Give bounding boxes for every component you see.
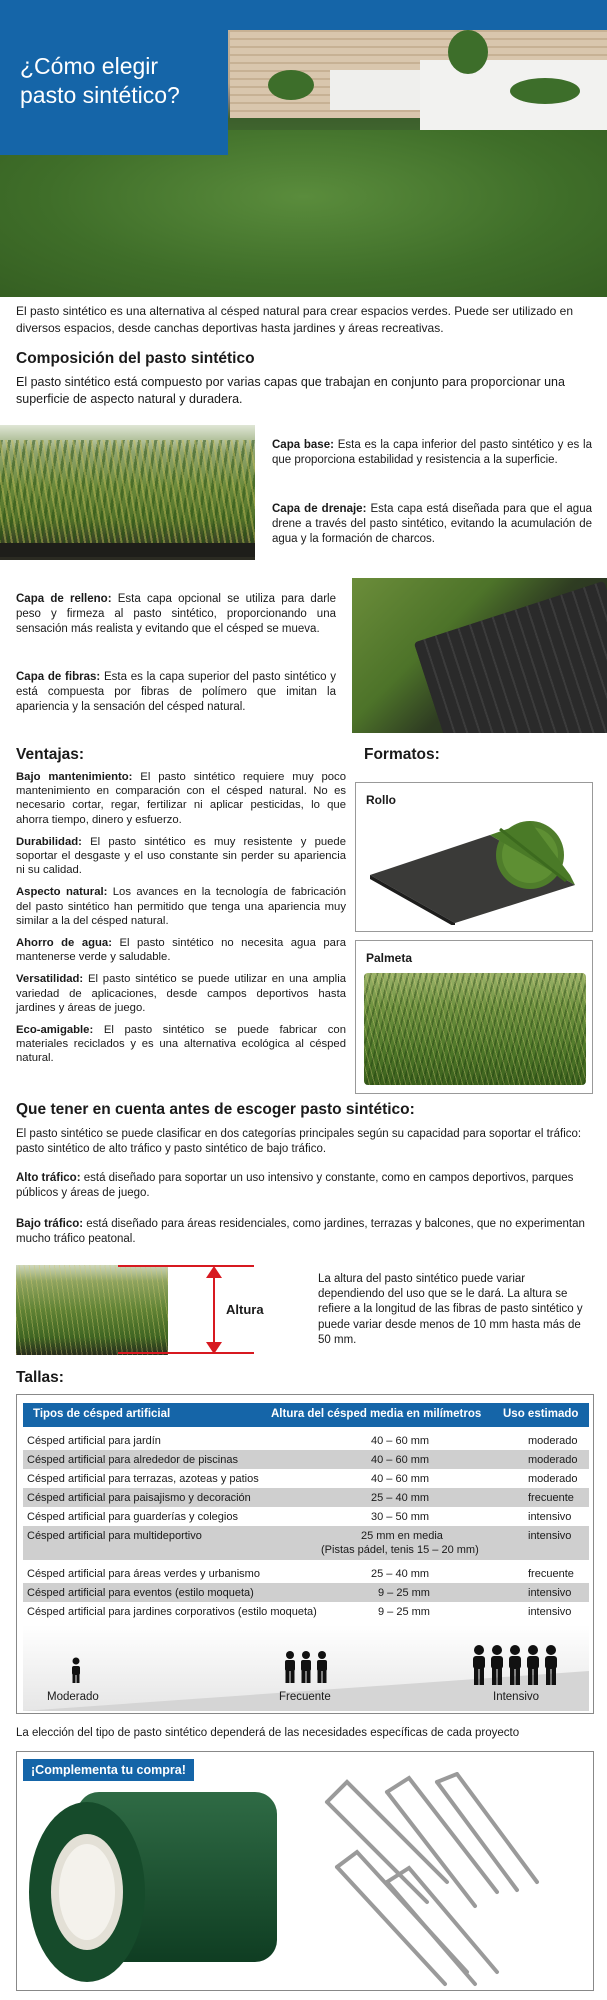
cell-type: Césped artificial para paisajismo y decoración: [27, 1492, 251, 1504]
advantage-text: El pasto sintético no necesita agua para mantenerse verde y saludable.: [16, 937, 346, 964]
high-traffic-name: Alto tráfico:: [16, 1172, 81, 1184]
height-grass-image: [16, 1265, 168, 1355]
advantages-heading: Ventajas:: [16, 746, 85, 763]
cell-type: Césped artificial para áreas verdes y urbanismo: [27, 1568, 260, 1580]
cell-height: 40 – 60 mm: [371, 1435, 430, 1447]
layer-text: Esta capa está diseñada para que el agua drene a través del pasto sintético, evitando la acumulación de agua y la formación de charcos.: [272, 503, 592, 545]
layer-name: Capa de drenaje:: [272, 503, 367, 515]
advantage-text: El pasto sintético se puede utilizar en una amplia variedad de aplicaciones, desde campos deportivos hasta jardines y áreas de juego.: [16, 973, 346, 1014]
advantage-name: Bajo mantenimiento:: [16, 771, 133, 783]
advantage-item: [16, 770, 346, 827]
sizes-table: [16, 1394, 594, 1714]
layer-name: Capa de relleno:: [16, 593, 112, 605]
cell-type: Césped artificial para jardines corporativos (estilo moqueta): [27, 1606, 317, 1618]
high-traffic: [16, 1171, 594, 1201]
complement-title: ¡Complementa tu compra!: [23, 1759, 194, 1781]
group-icon: [283, 1651, 329, 1683]
cell-height: 9 – 25 mm: [378, 1587, 430, 1599]
low-traffic-name: Bajo tráfico:: [16, 1218, 84, 1230]
layer-fill: [16, 592, 336, 637]
height-arrow-icon: [201, 1265, 227, 1355]
advantage-item: [16, 1023, 346, 1066]
advantage-item: [16, 972, 346, 1015]
usage-level-intensive: Intensivo: [493, 1691, 540, 1703]
cell-height: 25 mm en media: [361, 1530, 443, 1542]
sizes-heading: Tallas:: [16, 1369, 64, 1386]
cell-use: intensivo: [528, 1606, 572, 1618]
table-row: [23, 1450, 589, 1469]
roll-image: [370, 815, 580, 925]
height-bottom-line: [118, 1352, 254, 1354]
layer-text: Esta capa opcional se utiliza para darle peso y firmeza al pasto sintético, proporcionando una sensación más realista y evitando que el césped se mueva.: [16, 593, 337, 635]
before-text: El pasto sintético se puede clasificar en dos categorías principales según su capacidad para soportar el tráfico: pasto sintético de alto tráfico y pasto sintético de bajo tráfico.: [16, 1128, 582, 1155]
cell-height: 40 – 60 mm: [371, 1473, 430, 1485]
cell-use: moderado: [528, 1435, 578, 1447]
page-title: [0, 0, 228, 155]
high-traffic-text: está diseñado para soportar un uso intensivo y constante, como en campos deportivos, parques públicos y áreas de juego.: [16, 1172, 574, 1199]
cell-height: 25 – 40 mm: [371, 1492, 430, 1504]
composition-text: El pasto sintético está compuesto por varias capas que trabajan en conjunto para proporcionar una superficie de aspecto natural y duradera.: [16, 375, 565, 406]
cell-use: intensivo: [528, 1587, 572, 1599]
cell-type: Césped artificial para eventos (estilo moqueta): [27, 1587, 254, 1599]
intro-text: El pasto sintético es una alternativa al césped natural para crear espacios verdes. Puede ser utilizado en diversos espacios, desde canchas deportivas hasta jardines y áreas recreativas.: [16, 304, 573, 335]
formats-heading: Formatos:: [364, 746, 440, 763]
layer-drainage: [272, 502, 592, 547]
advantage-item: [16, 885, 346, 928]
cell-type: Césped artificial para terrazas, azoteas y patios: [27, 1473, 259, 1485]
grass-layers-image: [0, 425, 255, 560]
table-row: [23, 1526, 589, 1560]
format-label: Rollo: [366, 793, 396, 807]
title-line-2: pasto sintético?: [20, 82, 180, 108]
low-traffic: [16, 1217, 594, 1247]
hero-lawn: [0, 130, 607, 297]
layer-text: Esta es la capa superior del pasto sintético y está compuesta por fibras de polímero que imitan la apariencia y la sensación del césped natural.: [16, 671, 337, 713]
complement-box: [16, 1751, 594, 1991]
joining-tape-image: [27, 1782, 297, 1987]
table-row: [23, 1602, 589, 1621]
advantage-name: Durabilidad:: [16, 835, 82, 848]
table-header: [23, 1403, 589, 1427]
cell-height-note: (Pistas pádel, tenis 15 – 20 mm): [321, 1544, 479, 1556]
crowd-icon: [471, 1645, 561, 1685]
grass-blades: [0, 440, 255, 550]
usage-level-frequent: Frecuente: [279, 1691, 331, 1703]
palm-image: [364, 973, 586, 1085]
advantage-text: El pasto sintético se puede fabricar con materiales reciclados y es una alternativa ecológica al césped natural.: [16, 1024, 346, 1065]
advantage-name: Ahorro de agua:: [16, 937, 112, 950]
advantage-text: El pasto sintético es muy resistente y puede soportar el desgaste y el uso constante sin perder su apariencia ni su calidad.: [16, 835, 346, 877]
advantages-list: [16, 770, 346, 1074]
advantage-text: El pasto sintético requiere muy poco mantenimiento en comparación con el césped natural. No es necesario cortar, regar, fertilizar ni aplicar pesticidas, lo que ahorra tiempo, dinero y esfuerzo.: [16, 771, 346, 826]
table-row: [23, 1507, 589, 1526]
footnote: La elección del tipo de pasto sintético dependerá de las necesidades específicas de cada proyecto: [16, 1727, 520, 1739]
cell-height: 25 – 40 mm: [371, 1568, 430, 1580]
height-top-line: [118, 1265, 254, 1267]
cell-use: moderado: [528, 1473, 578, 1485]
layer-base: [272, 438, 592, 468]
cell-use: frecuente: [528, 1492, 574, 1504]
cell-use: moderado: [528, 1454, 578, 1466]
layer-name: Capa base:: [272, 439, 334, 451]
composition-heading: Composición del pasto sintético: [16, 350, 255, 367]
hero-plant: [268, 70, 314, 100]
cell-height: 9 – 25 mm: [378, 1606, 430, 1618]
header-strip: [228, 0, 607, 30]
hero-plant: [448, 30, 488, 74]
cell-type: Césped artificial para multideportivo: [27, 1530, 202, 1542]
table-row: [23, 1431, 589, 1450]
format-card-roll: [355, 782, 593, 932]
fixing-staples-image: [317, 1772, 567, 1987]
table-row: [23, 1583, 589, 1602]
advantage-item: [16, 835, 346, 878]
table-row: [23, 1469, 589, 1488]
cell-use: intensivo: [528, 1511, 572, 1523]
column-header: Altura del césped media en milímetros: [271, 1408, 482, 1420]
column-header: Uso estimado: [503, 1408, 579, 1420]
advantage-item: [16, 936, 346, 964]
height-label: Altura: [226, 1302, 264, 1317]
grass-backing-image: [352, 578, 607, 733]
advantage-name: Aspecto natural:: [16, 886, 108, 899]
layer-name: Capa de fibras:: [16, 671, 101, 683]
cell-height: 40 – 60 mm: [371, 1454, 430, 1466]
format-label: Palmeta: [366, 951, 413, 965]
cell-height: 30 – 50 mm: [371, 1511, 430, 1523]
cell-use: frecuente: [528, 1568, 574, 1580]
cell-type: Césped artificial para guarderías y colegios: [27, 1511, 238, 1523]
person-icon: [69, 1657, 83, 1683]
layer-fibers: [16, 670, 336, 715]
before-heading: Que tener en cuenta antes de escoger pasto sintético:: [16, 1101, 415, 1118]
hero-plant: [510, 78, 580, 104]
low-traffic-text: está diseñado para áreas residenciales, como jardines, terrazas y balcones, que no experimentan mucho tráfico peatonal.: [16, 1218, 585, 1245]
layer-text: Esta es la capa inferior del pasto sintético y es la que proporciona estabilidad y resistencia a la superficie.: [272, 439, 593, 466]
backing-mesh: [414, 581, 607, 733]
table-row: [23, 1564, 589, 1583]
cell-type: Césped artificial para alrededor de piscinas: [27, 1454, 238, 1466]
cell-use: intensivo: [528, 1530, 572, 1542]
advantage-text: Los avances en la tecnología de fabricación del pasto sintético han permitido que tenga una apariencia muy similar a la del césped natural.: [16, 886, 346, 927]
advantage-name: Versatilidad:: [16, 973, 84, 986]
advantage-name: Eco-amigable:: [16, 1024, 94, 1037]
cell-type: Césped artificial para jardín: [27, 1435, 161, 1447]
title-line-1: ¿Cómo elegir: [20, 53, 159, 79]
grass-backing: [0, 543, 255, 557]
column-header: Tipos de césped artificial: [33, 1408, 171, 1420]
height-text: La altura del pasto sintético puede variar dependiendo del uso que se le dará. La altura se refiere a la longitud de las fibras de pasto sintético y puede variar desde menos de 10 mm hasta más de 50 mm.: [318, 1273, 583, 1346]
usage-level-moderate: Moderado: [47, 1691, 99, 1703]
table-row: [23, 1488, 589, 1507]
format-card-palm: [355, 940, 593, 1094]
